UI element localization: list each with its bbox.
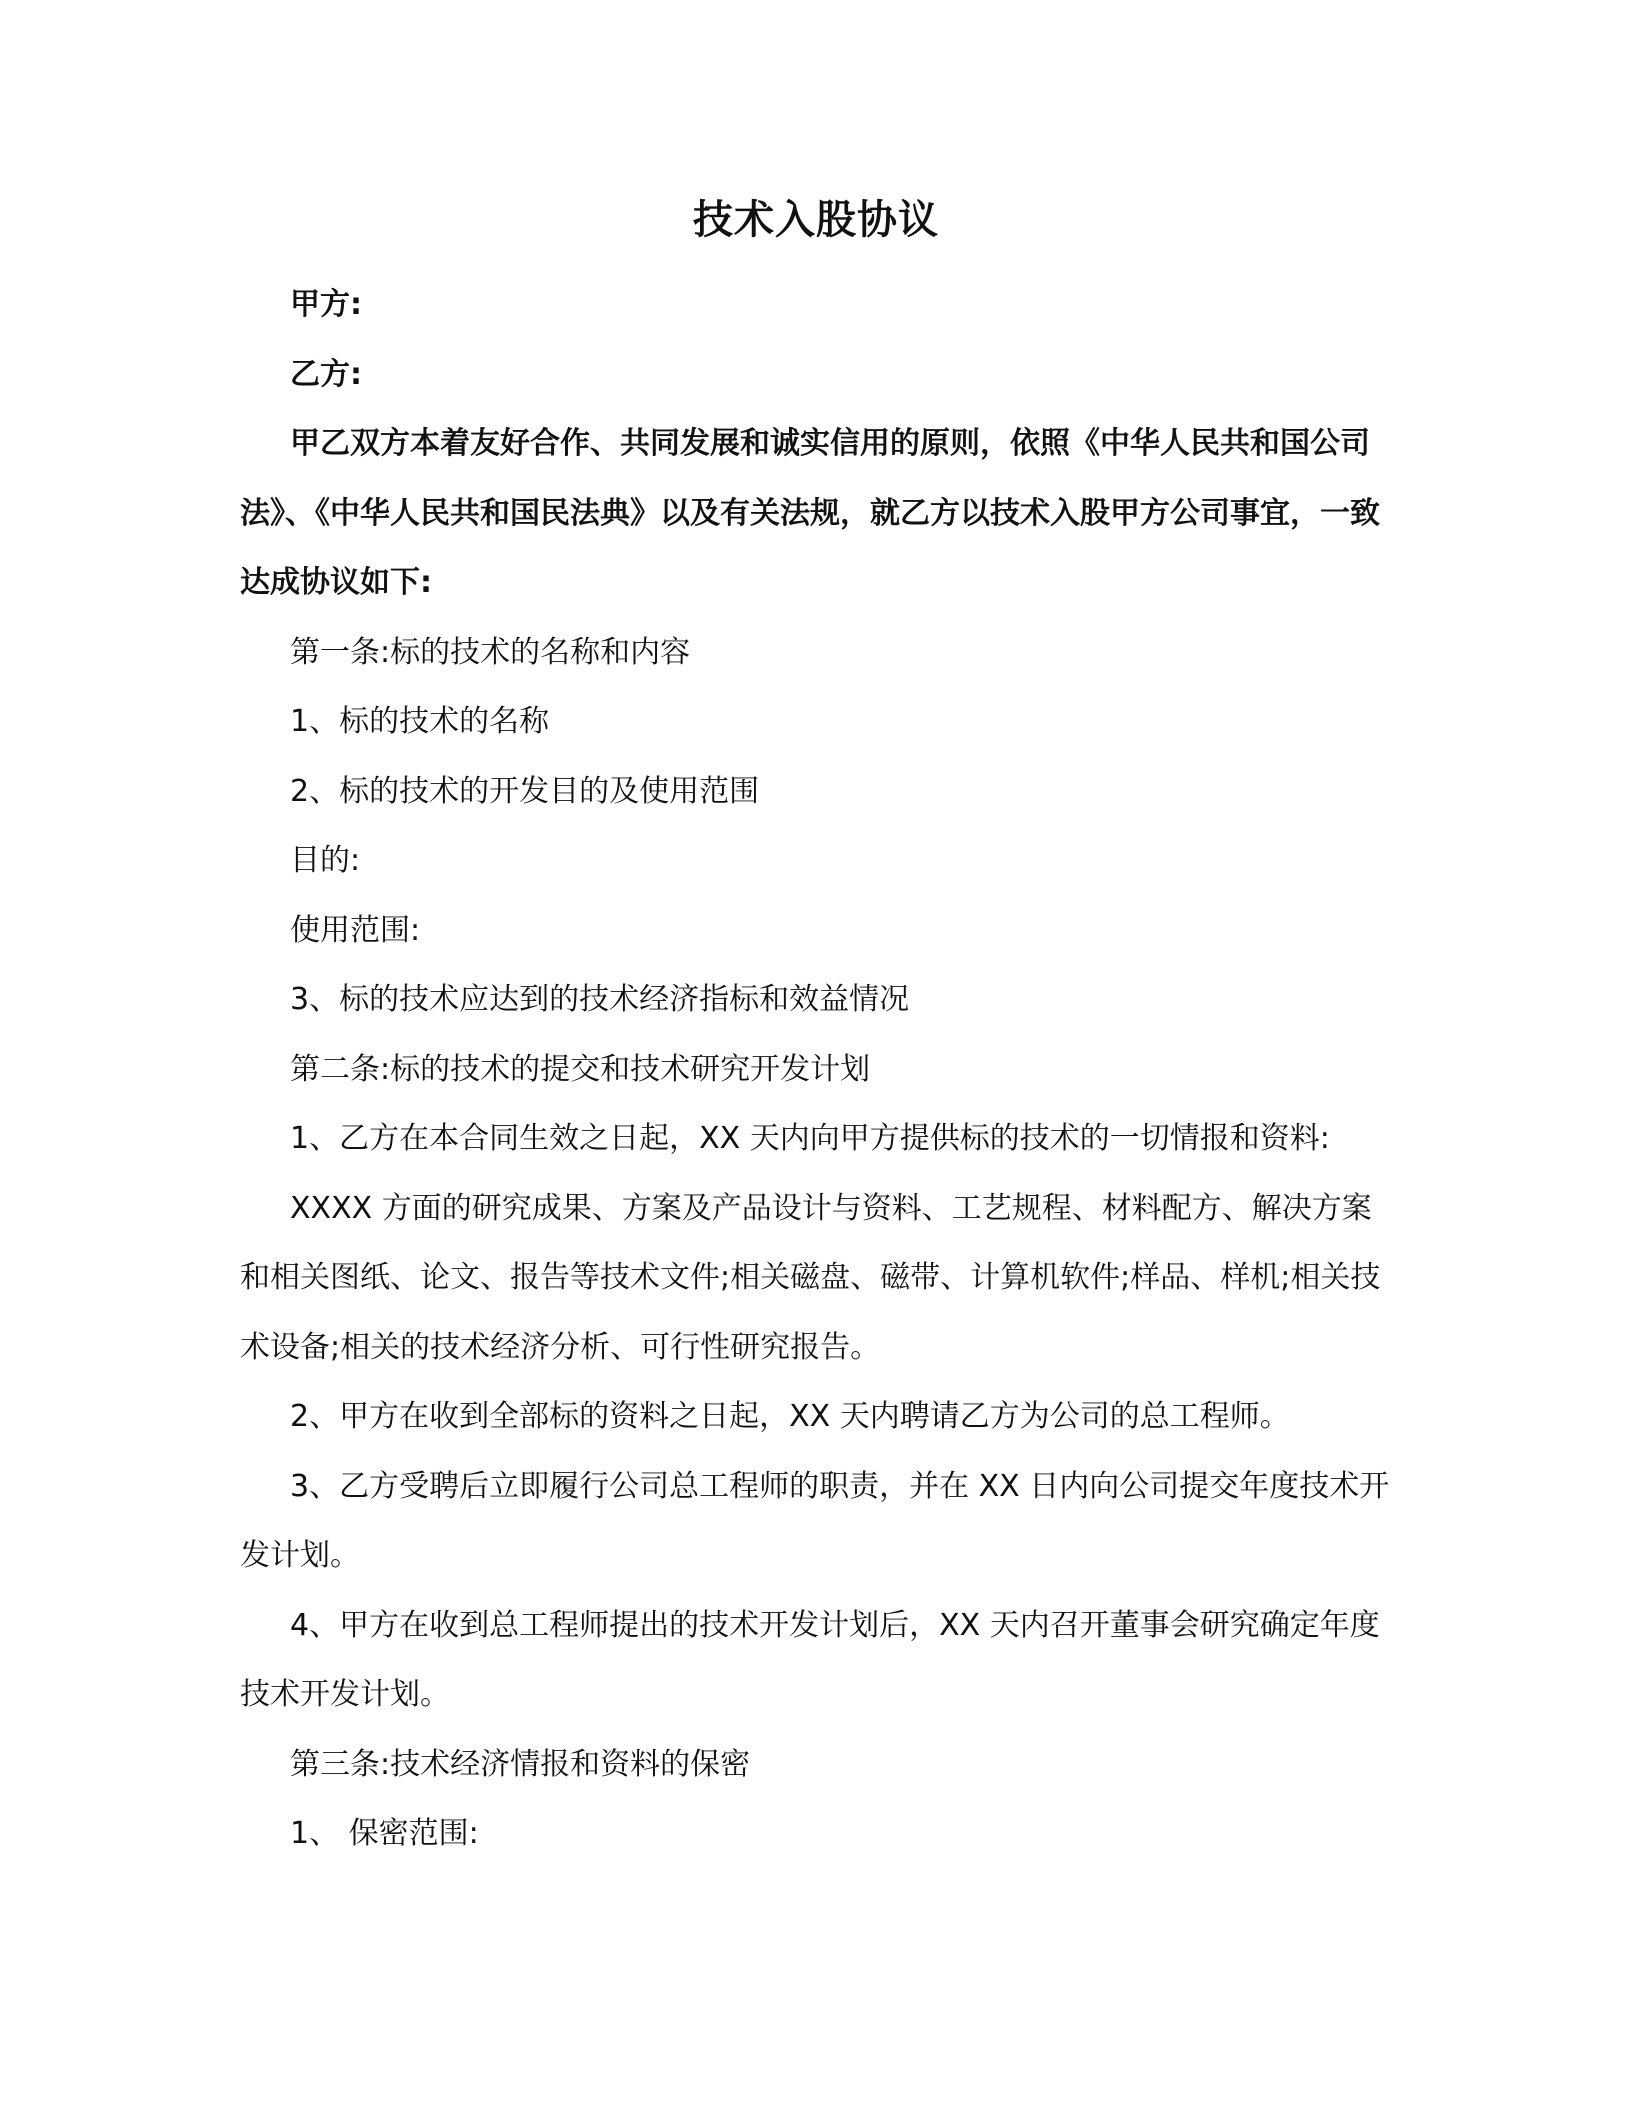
scope-of-use-line: 使用范围: — [290, 912, 421, 948]
article-1-item-3: 3、标的技术应达到的技术经济指标和效益情况 — [290, 982, 910, 1017]
article-2-materials-paragraph: XXXX 方面的研究成果、方案及产品设计与资料、工艺规程、材料配方、解决方案和相关图纸、论文、报告等技术文件;相关磁盘、磁带、计算机软件;样品、样机;相关技术设备;相关的技术经济分析、可行性研究报告。 — [240, 1190, 1381, 1365]
article-1-item-1: 1、标的技术的名称 — [290, 704, 550, 739]
document-body — [240, 270, 1390, 1869]
document-title: 技术入股协议 — [693, 197, 939, 243]
preamble-paragraph: 甲乙双方本着友好合作、共同发展和诚实信用的原则，依照《中华人民共和国公司法》、《中华人民共和国民法典》以及有关法规，就乙方以技术入股甲方公司事宜，一致达成协议如下: — [240, 426, 1380, 600]
purpose-line: 目的: — [290, 843, 361, 878]
article-2-heading: 第二条:标的技术的提交和技术研究开发计划 — [290, 1051, 871, 1087]
article-3-item-1: 1、 保密范围: — [290, 1816, 479, 1851]
article-2-item-3: 3、乙方受聘后立即履行公司总工程师的职责，并在 XX 日内向公司提交年度技术开发计划。 — [240, 1468, 1390, 1573]
party-a-line: 甲方: — [290, 287, 362, 322]
party-b-line: 乙方: — [290, 356, 362, 392]
article-2-item-1: 1、乙方在本合同生效之日起，XX 天内向甲方提供标的技术的一切情报和资料: — [290, 1121, 1330, 1156]
article-2-item-2: 2、甲方在收到全部标的资料之日起，XX 天内聘请乙方为公司的总工程师。 — [290, 1399, 1290, 1434]
article-1-heading: 第一条:标的技术的名称和内容 — [290, 634, 691, 670]
article-1-item-2: 2、标的技术的开发目的及使用范围 — [290, 773, 760, 809]
article-3-heading: 第三条:技术经济情报和资料的保密 — [290, 1746, 751, 1782]
article-2-item-4: 4、甲方在收到总工程师提出的技术开发计划后，XX 天内召开董事会研究确定年度技术开发计划。 — [240, 1607, 1380, 1712]
